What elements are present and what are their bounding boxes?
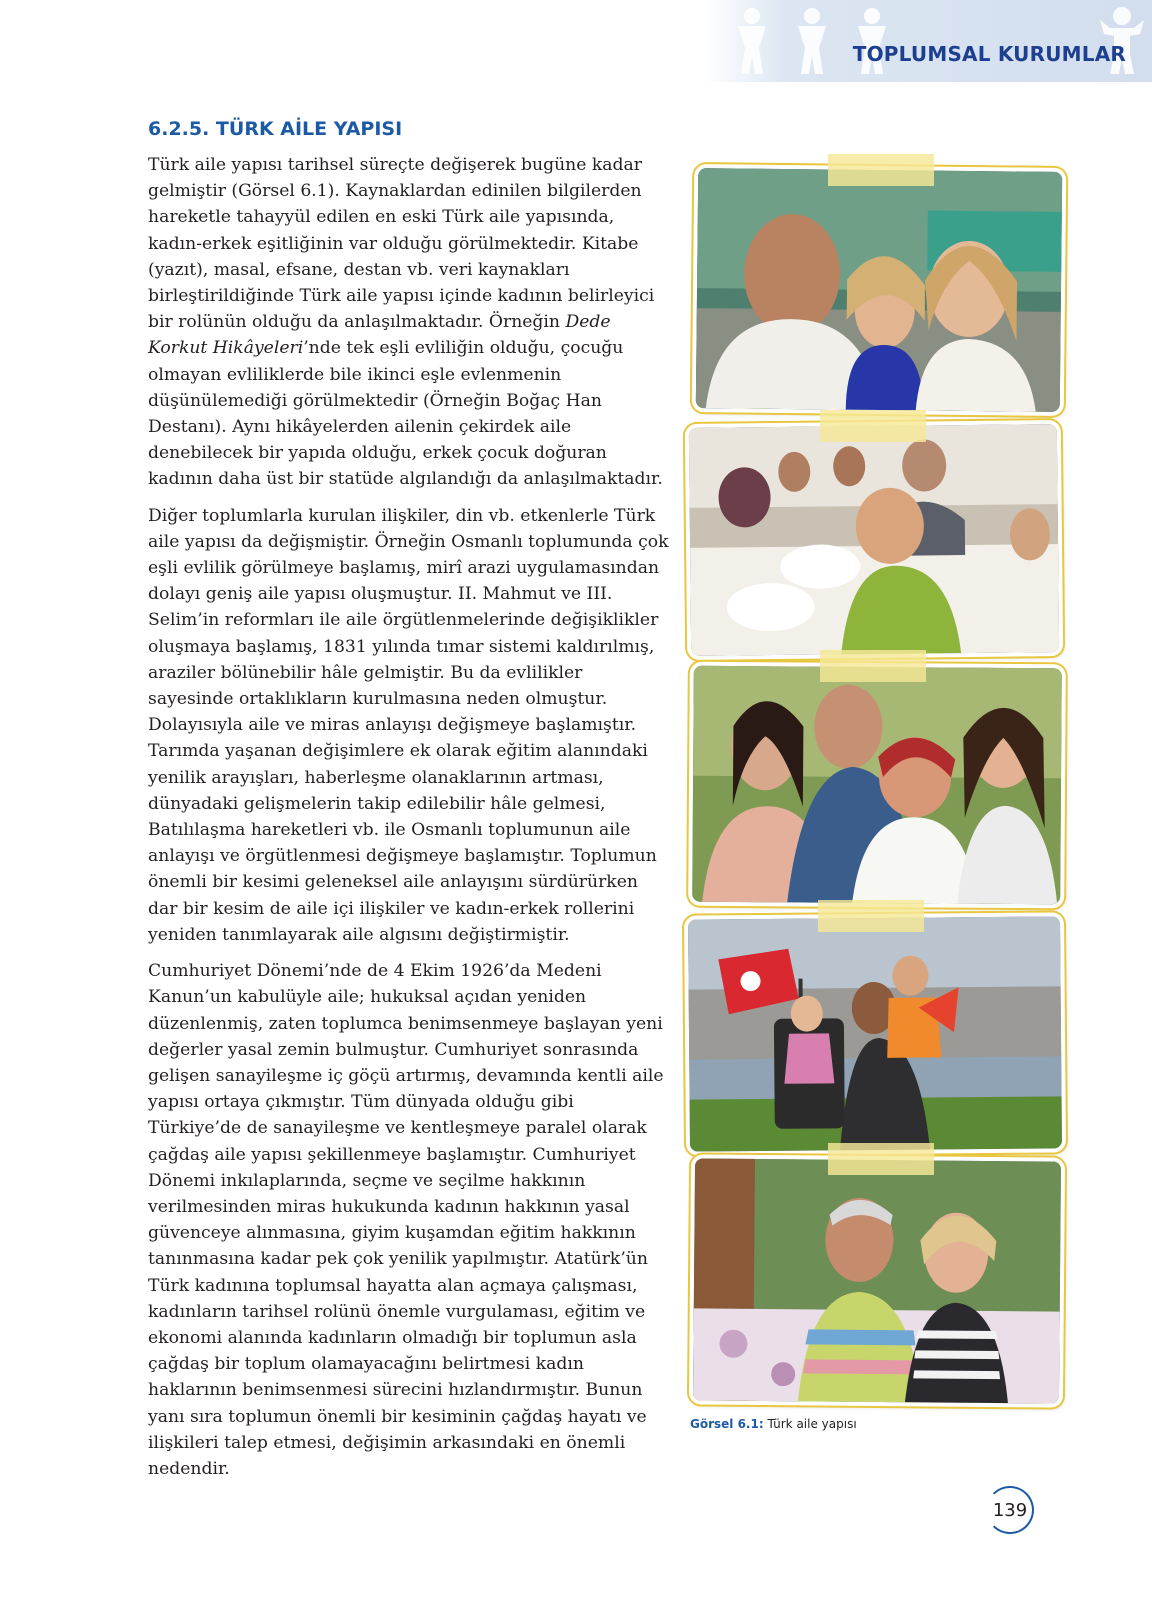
tape-decoration — [818, 900, 924, 932]
photo-extended-family — [692, 666, 1062, 905]
paragraph-text: ’nde tek eşli evliliğin olduğu, çocuğu olmayan evliliklerde bile ikinci eşle evlenmenin düşünülemediği görülmektedir (Örneğin Boğaç Han Destanı). Aynı hikâyelerden ailenin çekirdek aile denebilecek bir yapıda olduğu, erkek çocuk doğuran kadının daha üst bir statüde algılandığı da anlaşılmaktadır. — [148, 338, 663, 490]
person-figure-icon — [795, 6, 829, 76]
body-text — [148, 152, 672, 1492]
photo-family-selfie — [696, 168, 1062, 412]
paragraph-1 — [148, 152, 672, 493]
figure-text: Türk aile yapısı — [763, 1417, 857, 1431]
person-figure-icon — [735, 6, 769, 76]
paragraph-3: Cumhuriyet Dönemi’nde de 4 Ekim 1926’da Medeni Kanun’un kabulüyle aile; hukuksal açıdan yeniden düzenlenmiş, zaten toplumca benimsenmeye başlayan yeni değerler yasal zemin bulmuştur. Cumhuriyet sonrasında gelişen sanayileşme iç göçü artırmış, devamında kentli aile yapısı ortaya çıkmıştır. Tüm dünyada olduğu gibi Türkiye’de de sanayileşme ve kentleşmeye paralel olarak çağdaş aile yapısı şekillenmeye başlamıştır. Cumhuriyet Dönemi inkılaplarında, seçme ve seçilme hakkının verilmesinden miras hukukunda kadının hakkının yasal güvenceye alınmasına, giyim kuşamdan eğitim hakkının tanınmasına kadar pek çok yenilik yapılmıştır. Atatürk’ün Türk kadınına toplumsal hayatta alan açmaya çalışması, kadınların tarihsel rolünü önemle vurgulaması, eğitim ve ekonomi alanında kadınların olmadığı bir toplumun asla çağdaş bir toplum olamayacağını belirtmesi kadın haklarının benimsenmesi sürecini hızlandırmıştır. Bunun yanı sıra toplumun önemli bir kesiminin çağdaş hayatı ve ilişkileri talep etmesi, değişimin arkasındaki en önemli nedendir. — [148, 961, 664, 1479]
figure-caption — [690, 1417, 857, 1431]
tape-decoration — [820, 650, 926, 682]
photo-elderly-couple — [693, 1158, 1061, 1403]
tape-decoration — [820, 410, 926, 442]
book-title: Dede Korkut Hikâyeleri — [148, 312, 611, 359]
chapter-title: TOPLUMSAL KURUMLAR — [852, 42, 1126, 66]
photo-family-dinner — [689, 424, 1059, 656]
paragraph-text: Türk aile yapısı tarihsel süreçte değişerek bugüne kadar gelmiştir (Görsel 6.1). Kaynaklardan edinilen bilgilerden hareketle tahayyül edilen en eski Türk aile yapısında, kadın-erkek eşitliğinin var olduğu görülmektedir. Kitabe (yazıt), masal, efsane, destan vb. veri kaynakları birleştirildiğinde Türk aile yapısı içinde kadının belirleyici bir rolünün olduğu da anlaşılmaktadır. Örneğin — [148, 155, 655, 333]
paragraph-2: Diğer toplumlarla kurulan ilişkiler, din vb. etkenlerle Türk aile yapısı da değişmiştir. Örneğin Osmanlı toplumunda çok eşli evlilik görülmeye başlamış, mirî arazi uygulamasından dolayı geniş aile yapısı oluşmuştur. II. Mahmut ve III. Selim’in reformları ile aile örgütlenmelerinde değişiklikler oluşmaya başlamış, 1831 yılında tımar sistemi kaldırılmış, araziler bölünebilir hâle gelmiştir. Bu da evlilikler sayesinde ortaklıkların kurulmasına neden olmuştur. Dolayısıyla aile ve miras anlayışı değişmeye başlamıştır. Tarımda yaşanan değişimlere ek olarak eğitim alanındaki yenilik arayışları, haberleşme olanaklarının artması, dünyadaki gelişmelerin takip edilebilir hâle gelmesi, Batılılaşma hareketleri vb. ile Osmanlı toplumunun aile anlayışı ve örgütlenmesi değişmeye başlamıştır. Toplumun önemli bir kesimi geleneksel aile anlayışını sürdürürken dar bir kesim de aile içi ilişkiler ve kadın-erkek rollerini yeniden tanımlayarak aile algısını değiştirmiştir. — [148, 505, 669, 945]
page-number: 139 — [986, 1486, 1034, 1534]
figure-label: Görsel 6.1: — [690, 1417, 764, 1431]
tape-decoration — [828, 1143, 934, 1175]
tape-decoration — [828, 154, 934, 186]
photo-father-children-flags — [688, 916, 1062, 1151]
header-band — [705, 0, 1152, 82]
section-heading: 6.2.5. TÜRK AİLE YAPISI — [148, 118, 403, 140]
